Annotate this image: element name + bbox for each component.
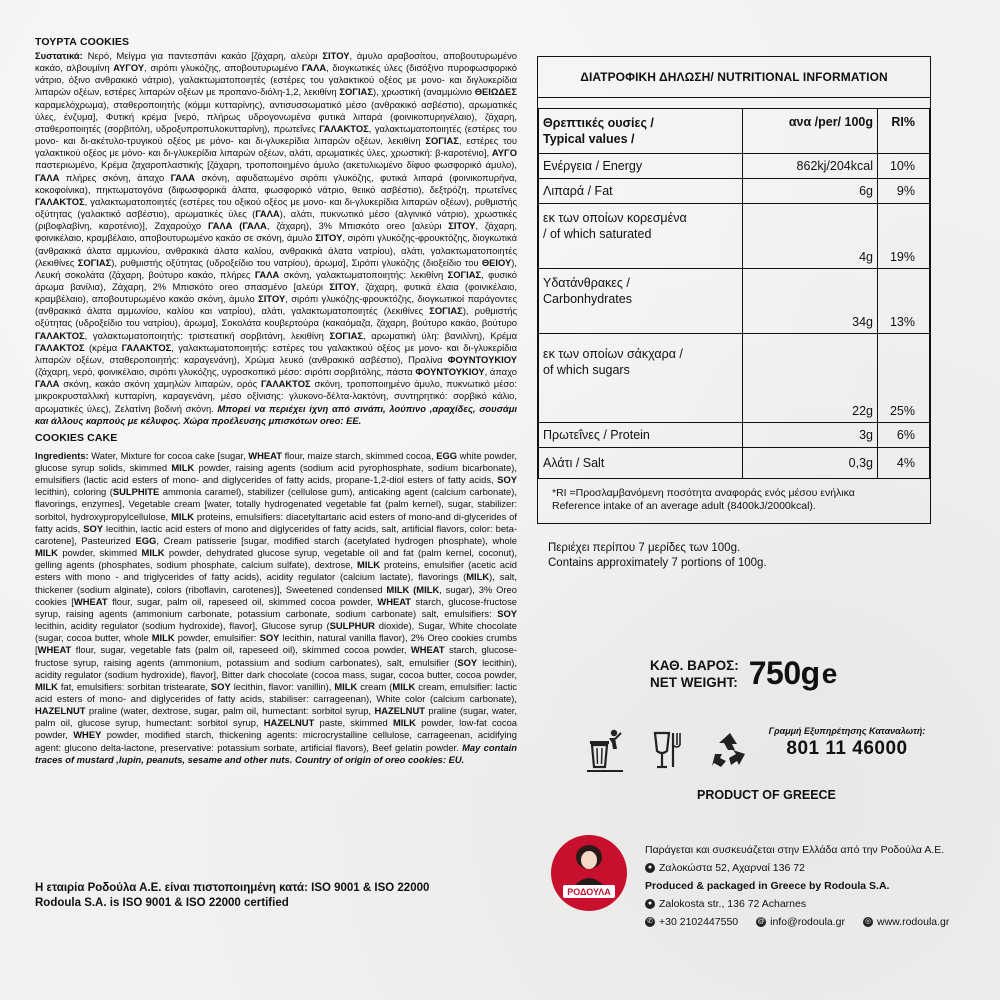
greek-ingredient-text-run: πλήρες σκόνη, άπαχο [59,171,171,183]
greek-ingredient-text-run: ΓΑΛΑ [254,268,280,280]
greek-ingredient-text-run: Συστατικά: [35,50,83,61]
nutrition-footnote: *RI =Προσλαμβανόμενη ποσότητα αναφοράς ενός μέσου ενήλικα Reference intake of an average adult (8400kJ/2000kcal). [552,487,855,512]
english-ingredient-text-run: HAZELNUT [35,705,86,717]
greek-ingredient-text-run: ΦΟΥΝΤΟΥΚΙΟΥ [415,366,485,378]
net-weight-label-english: NET WEIGHT: [650,674,738,690]
english-ingredient-text-run: MILK (MILK [386,583,440,595]
greek-ingredient-text-run: , σιρόπι γλυκόζης-φρουκτόζης, διογκωτικά (ανθρακικά άλατα αμμωνίου, ανθρακικά άλατα καλίου, ανθρακικά άλατα νατρίου), αλάτι, γαλακτωματοποιητές (λεκιθίνες [35,232,517,268]
english-ingredient-text-run: EGG [135,534,157,546]
greek-ingredients [35,50,517,427]
english-ingredient-text-run: MILK [151,632,175,644]
greek-ingredient-text-run: , γαλακτωματοποιητής: εστέρες του γαλακτικού οξέος με μονο- και δι-γλυκερίδια λιπαρών οξέων, σταθεροποιητής: καραγενάνη), Χρώμα λευκό (ανθρακικό ασβέστιο), Πραλίνα [35,341,517,365]
header-ri: RI% [878,109,930,154]
english-ingredient-text-run: MILK [171,462,195,473]
customer-hotline [762,726,932,760]
hotline-number: 801 11 46000 [786,738,908,759]
english-ingredient-text-run: WHEAT [248,449,282,461]
greek-ingredient-text-run: (κρέμα [84,341,122,353]
greek-ingredient-text-run: , ζάχαρη), 3% Μπισκότο oreo [αλεύρι [266,220,449,232]
nutrition-table [538,108,930,479]
net-weight [650,655,837,692]
greek-ingredient-text-run: ΣΟΓΙΑΣ [339,86,373,98]
english-ingredient-text-run: WHEAT [410,644,445,656]
english-ingredient-text-run: SOY [83,522,104,534]
greek-ingredient-text-run: , γαλακτωματοποιητές (εστέρες του μονο- και δι-ακέτυλο-τρυγικού οξέος με μόνο- και δι-γλυκερίδια λιπαρών οξέων, λεκιθίνη [35,122,517,147]
greek-ingredient-text-run: ), αλάτι, πυκνωτικό μέσο (αλγινικό νάτριο), χρωστικές (ριβοφλαβίνη, καροτένιο)], Ζαχαρούχο [35,208,518,232]
english-ingredient-text-run: MILK [466,571,490,583]
english-ingredient-text-run: dioxide), Sugar, White chocolate (sugar, cocoa butter, whole [35,620,517,644]
nutrition-panel [537,56,931,524]
english-ingredient-text-run: cream, emulsifier: lactic acid esters of mono- and diglycerides of fatty acids, stabiliser: carrageenan), White color (calcium carbonate), [35,680,517,704]
greek-ingredient-text-run: , άμυλο αραβοσίτου, αποβουτυρωμένο κακάο, αλβουμίνη [35,50,517,74]
greek-ingredient-text-run: ΓΑΛΑΚΤΟΣ [319,122,369,134]
certification-greek: Η εταιρία Ροδούλα Α.Ε. είναι πιστοποιημένη κατά: ISO 9001 & ISO 22000 [35,882,430,894]
english-ingredient-text-run: , sugar), 3% Oreo cookies [ [35,583,517,607]
nutrition-title: ΔΙΑΤΡΟΦΙΚΗ ΔΗΛΩΣΗ/ NUTRITIONAL INFORMATION [538,57,930,98]
english-ingredient-text-run: lecithin, acidity regulator (sodium hydroxide), flavor], Glucose syrup ( [35,620,330,632]
greek-ingredient-text-run: ΣΟΓΙΑΣ [429,305,463,317]
english-ingredient-text-run: SOY [259,632,280,644]
greek-ingredient-text-run: ΣΟΓΙΑΣ [329,329,364,341]
header-label-greek: Θρεπτικές ουσίες / [543,116,654,130]
greek-ingredient-text-run: ΓΑΛΑ [255,208,280,220]
english-ingredient-text-run: Water, Mixture for cocoa cake [sugar, [88,449,249,461]
english-ingredient-text-run: WHEAT [37,644,72,656]
english-ingredient-text-run: proteins, emulsifiers: diacetyltartaric acid esters of mono-and di-glycerides of fatty acids, [35,510,518,534]
english-ingredient-text-run: starch, glucose-fructose syrup, raising agents (ammonium carbonate, potassium carbonate, sodium carbonate) salt, emulsifiers: [35,595,517,619]
english-ingredient-text-run: ammonia caramel), stabilizer (cellulose gum), anticaking agent (calcium carbonate), flavorings, enzymes], Vegetable cream [water, totally hydrogenated vegetable fat (palm kernel), sugar, stabilizer: sorbitol, hydroxypropylcellulose, [35,486,517,522]
nutrition-row-saturated: εκ των οποίων κορεσμένα / of which saturated 4g 19% [539,204,930,269]
greek-ingredient-text-run: Μπορεί να περιέχει ίχνη από σινάπι, λούπινο ,αραχίδες, σουσάμι και άλλους καρπούς με κέλυφος. [35,402,517,426]
greek-ingredient-text-run: , ζάχαρη, φυτικά έλαια (φοινικέλαιο, κραμβέλαιο), αποβουτυρωμένο κακάο σκόνη, άμυλο [35,280,517,305]
certification [35,881,517,911]
website[interactable]: www.rodoula.gr [877,916,950,928]
english-ingredient-text-run: praline (water, dextrose, sugar, palm oil, humectant: sorbitol syrup, [85,705,375,717]
greek-ingredient-text-run: ΣΙΤΟΥ [448,220,476,232]
nutrition-row-protein: Πρωτεΐνες / Protein 3g 6% [539,423,930,448]
portions-note: Περιέχει περίπου 7 μερίδες των 100g. Contains approximately 7 portions of 100g. [548,542,767,569]
nutrition-row-fat: Λιπαρά / Fat 6g 9% [539,179,930,204]
greek-ingredient-text-run: , γαλακτωματοποιητής: τριστεατική σορβιτάνη, λεκιθίνη [84,329,330,341]
english-ingredient-text-run: flour, maize starch, skimmed cocoa, [281,449,437,461]
greek-ingredient-text-run: ΓΑΛΑ [35,378,60,390]
nutrition-row-carbohydrates: Υδατάνθρακες / Carbonhydrates 34g 13% [539,269,930,334]
greek-ingredient-text-run: , σιρόπι γλυκόζης-φρουκτόζης, διογκωτικοί παράγοντες (ανθρακικά άλατα αμμωνίου, καλίου και νατρίου), αλάτι, γαλακτωματοποιητές (λεκιθίνες [35,293,517,317]
english-ingredient-text-run: SOY [457,656,478,668]
rodoula-logo [549,833,629,913]
english-ingredient-text-run: white powder, glucose syrup solids, skimmed [35,449,517,473]
greek-ingredient-text-run: ΦΟΥΝΤΟΥΚΙΟΥ [447,353,517,365]
location-icon: ● [645,899,655,909]
english-ingredient-text-run: proteins, emulsifier (acetic acid esters with mono - and triglycerides of fatty acids), acidity regulator (calcium lactate), flavorings ( [35,559,517,583]
net-weight-label-greek: ΚΑΘ. ΒΑΡΟΣ: [650,657,739,673]
greek-ingredient-text-run: , σιρόπι γλυκόζης, αποβουτυρωμένο [144,62,302,74]
greek-ingredient-text-run: ΣΙΤΟΥ [322,50,350,61]
greek-ingredient-text-run: σκόνη, τροποποιημένο άμυλο, πυκνωτικό μέσο: μικροκρυσταλλική κυτταρίνη, καραγενάνη, μέσο οξίνισης: γλυκονο-δέλτα-λακτόνη, συντηρητικό: σορβικό κάλιο, αρωματικές ύλες), Ζελατίνη βοδινή σκόνη. [35,378,517,414]
greek-ingredient-text-run: ΣΙΤΟΥ [315,232,343,244]
english-ingredients [35,450,517,766]
english-ingredient-text-run: SOY [210,680,231,692]
greek-ingredient-text-run: , αρωματική ύλη: βανιλίνη), Κρέμα [363,329,517,341]
english-ingredient-text-run: MILK [35,680,58,692]
nutrition-header-row [539,109,930,154]
email[interactable]: info@rodoula.gr [770,916,845,928]
english-ingredient-text-run: starch, glucose-fructose syrup, raising agents (ammonium, potassium and sodium carbonates), salt, emulsifier ( [35,644,517,668]
english-ingredient-text-run: paste, skimmed [314,717,393,729]
greek-ingredient-text-run: ΓΑΛΑΚΤΟΣ [35,341,85,353]
english-ingredient-text-run: powder, skimmed [57,547,142,559]
greek-ingredient-text-run: ΣΟΓΙΑΣ [77,256,112,268]
english-ingredient-text-run: WHEAT [73,595,108,607]
english-ingredient-text-run: May contain traces of mustard ,lupin, peanuts, sesame and other nuts. [35,741,518,765]
english-ingredient-text-run: MILK [357,559,380,571]
web-icon: ◎ [864,918,872,925]
english-ingredient-text-run: powder, emulsifier: [174,632,260,644]
english-ingredient-text-run: MILK [392,717,416,729]
greek-ingredient-text-run: ΓΑΛΑΚΤΟΣ [35,195,85,207]
greek-ingredient-text-run: ΓΑΛΑ [35,171,60,183]
phone-icon: ✆ [645,917,655,927]
english-ingredient-text-run: SULPHUR [329,620,375,632]
food-safe-icon [651,729,683,776]
certification-english: Rodoula S.A. is ISO 9001 & ISO 22000 certified [35,897,289,909]
english-ingredient-text-run: , Cream patisserie [sugar, modified starch (acetylated hydrogen phosphate), whole [156,534,517,546]
greek-ingredient-text-run: ), ρυθμιστής οξύτητας (υδροξείδιο του νατρίου), άρωμα], Σιρόπι γλυκόζης (διοξείδιο του [111,256,482,268]
greek-ingredient-text-run: ΣΟΓΙΑΣ [425,135,459,147]
english-ingredient-text-run: lecithin), coloring ( [35,486,113,498]
english-ingredient-text-run: SULPHITE [112,486,160,498]
greek-ingredient-text-run: ), ρυθμιστής οξύτητας (υδροξείδιο του νατρίου), άρωμα], Σοκολάτα κουβερτούρα (κακαόμαζα, ζάχαρη, βούτυρο κακάο, βούτυρο [35,305,517,329]
greek-ingredient-text-run: ), Λευκή σοκολάτα (ζάχαρη, βούτυρο κακάο, πλήρες [35,256,517,280]
greek-ingredient-text-run: ΑΥΓΟΥ [113,62,145,74]
made-in-greek: Παράγεται και συσκευάζεται στην Ελλάδα από την Ροδούλα Α.Ε. [645,844,945,856]
english-ingredient-text-run: praline (sugar, water, palm oil, glucose syrup, humectant: sorbitol syrup, [35,705,517,729]
english-ingredient-text-run: powder, dehydrated glucose syrup, vegetable oil and fat (palm kernel, coconut), gelling agents (phosphates, sodium phosphate, calcium sulfate), dextrose, [35,547,517,571]
net-weight-value: 750g [748,655,820,691]
greek-ingredient-text-run: παστεριωμένο, Κρέμα ζαχαροπλαστικής [ζάχαρη, τροποποιημένο άμυλο (ακετυλιωμένο δίφυο φωσφορικό άμυλο), [35,159,517,171]
greek-ingredient-text-run: σκόνη, κακάο σκόνη χαμηλών λιπαρών, ορός [59,378,261,390]
greek-ingredient-text-run: ΓΑΛΑ (ΓΑΛΑ [208,220,267,232]
english-ingredient-text-run: lecithin, natural vanilla flavor), 2% Oreo cookies crumbs [ [35,632,517,656]
greek-ingredient-text-run: σκόνη, γαλακτωματοποιητής: λεκιθίνη [279,268,448,280]
nutrition-row-sugars: εκ των οποίων σάκχαρα / of which sugars 22g 25% [539,334,930,423]
greek-ingredient-text-run: , ζάχαρη, φοινικέλαιο, κραμβέλαιο, αποβουτυρωμένο κακάο σε σκόνη, άμυλο [35,220,518,244]
english-ingredient-text-run: WHEAT [377,595,412,607]
english-ingredient-text-run: lecithin, lactic acid esters of mono and diglycerides of fatty acids, salt, artificial flavors, color: beta-carotene], Pasteurized [35,522,517,546]
greek-ingredient-text-run: , γαλακτωματοποιητές (εστέρες του οξικού οξέος με μονο- και δι-γλυκερίδια λιπαρών οξέων), ρυθμιστής οξύτητας (γαλακτικό ασβέστιο), αρωματικές ύλες ( [35,195,517,220]
greek-ingredient-text-run: Νερό, Μείγμα για παντεσπάνι κακάο [ζάχαρη, αλεύρι [82,50,323,61]
greek-ingredient-text-run: ΘΕΙΩΔΕΣ [474,86,517,98]
nutrition-row-energy: Ενέργεια / Energy 862kj/204kcal 10% [539,154,930,179]
greek-ingredient-text-run: σκόνη, αφυδατωμένο σιρόπι γλυκόζης, φυτικά λιπαρά (φοινικοπυρήνα, κοκοφοίνικα), πηκτωματογόνα (διφωσφορικά άλατα, φωσφορικό νάτριο, θειικό ασβέστιο), δεξτρόζη, πρωτεΐνες [35,171,517,195]
estimate-mark: e [821,657,838,689]
english-ingredient-text-run: powder, raising agents (sodium acid pyrophosphate, sodium bicarbonate), emulsifiers (lactic acid esters of mono- and diglycerides of fatty acids, propane-1,2-diol esters of fatty acids, [35,462,517,486]
bin-icon [585,727,625,778]
header-label-english: Typical values / [543,132,635,146]
greek-ingredient-text-run: ΘΕΙΟΥ [481,256,512,268]
logo-text: ΡΟΔΟΥΛΑ [567,887,611,897]
english-ingredient-text-run: SOY [497,607,517,619]
english-ingredient-text-run: powder, low-fat cocoa powder, [35,717,518,741]
greek-product-title: ΤΟΥΡΤΑ COOKIES [35,36,130,48]
greek-ingredient-text-run: ΓΑΛΑ [170,171,196,183]
greek-ingredient-text-run: ΓΑΛΑΚΤΟΣ [121,341,172,353]
english-ingredient-text-run: HAZELNUT [263,717,315,729]
phone[interactable]: +30 2102447550 [659,916,739,928]
english-ingredient-text-run: MILK [334,680,358,692]
ingredients-column [35,36,517,766]
greek-ingredient-text-run: ΓΑΛΑΚΤΟΣ [35,329,85,341]
greek-ingredient-text-run: ΣΟΓΙΑΣ [447,268,482,280]
english-ingredient-text-run: WHEY [73,729,102,741]
english-ingredient-text-run: Ingredients: [35,449,89,461]
english-ingredient-text-run: MILK [35,547,58,559]
greek-ingredient-text-run: (ζάχαρη, νερό, φοινικέλαιο, σιρόπι γλυκόζης, υγροσκοπικό μέσο: σιρόπι σορβιτόλης, πάστα [35,366,416,378]
greek-ingredient-text-run: ΓΑΛΑ [301,62,327,74]
address-greek: Ζαλοκώστα 52, Αχαρναί 136 72 [659,862,805,874]
greek-ingredient-text-run: ), χρωστική (αναμμώνιο [372,86,475,98]
recycle-icon [709,730,751,775]
english-product-title: COOKIES CAKE [35,431,118,444]
address-english: Zalokosta str., 136 72 Acharnes [659,898,807,910]
greek-ingredient-text-run: ΓΑΛΑΚΤΟΣ [261,378,311,390]
english-ingredient-text-run: MILK [141,547,165,559]
greek-ingredient-text-run: Χώρα προέλευσης μπισκότων oreo: ΕΕ. [180,414,362,426]
greek-ingredient-text-run: , άπαχο [484,366,517,378]
english-ingredient-text-run: powder, modified starch, thickening agents: microcrystalline cellulose, carrageenan, acidifying agent: glucono delta-lactone, preservative: potassium sorbate, artificial flavors), Beef gelatin powder. [35,729,517,753]
greek-ingredient-text-run: , φυσικό άρωμα βανίλια), Ζάχαρη, 2% Μπισκότο oreo σπασμένο [αλεύρι [35,268,518,292]
greek-ingredient-text-run: ΣΙΤΟΥ [329,280,357,292]
english-ingredient-text-run: flour, sugar, vegetable fats (palm oil, rapeseed oil), skimmed cocoa powder, [71,644,411,656]
header-per-100g: ανα /per/ 100g [743,109,878,154]
location-icon: ● [645,863,655,873]
english-ingredient-text-run: lecithin, flavor: vanillin), [230,680,335,692]
english-ingredient-text-run: MILK [171,510,194,522]
english-ingredient-text-run: EGG [436,449,458,461]
english-ingredient-text-run: HAZELNUT [374,705,425,717]
english-ingredient-text-run: fat, emulsifiers: sorbitan tristearate, [57,680,211,692]
english-ingredient-text-run: lecithin), acidity regulator (sodium hydroxide), flavor], Bitter dark chocolate (cocoa mass, sugar, cocoa butter, cocoa powder, [35,656,517,680]
nutrition-row-salt: Αλάτι / Salt 0,3g 4% [539,448,930,479]
english-ingredient-text-run: ), salt, thickener (sodium alginate), colors (riboflavin, carotenes)], Sweetened condensed [35,571,517,595]
hotline-label: Γραμμή Εξυπηρέτησης Καταναλωτή: [768,726,926,736]
greek-ingredient-text-run: ΣΙΤΟΥ [258,293,286,305]
greek-ingredient-text-run: καραμελόχρωμα), σταθεροποιητής (κόμμι κυτταρίνης), αντισυσσωματικό μέσο (ανθρακικό ασβέστιο), αρωματικές ύλες, ένζυμα], Φυτική κρέμα [νερό, πλήρως υδρογονωμένα φυτικά λιπαρά (φοινικοπυρηνέλαιο), ζάχαρη, σταθεροποιητές (σορβιτόλη, υδροξυπροπυλοκυτταρίνη), πρωτεΐνες [35,98,517,134]
english-ingredient-text-run: cream ( [357,680,393,692]
email-icon: @ [757,918,765,925]
greek-ingredient-text-run: ΑΥΓΟ [491,147,517,159]
made-in-english: Produced & packaged in Greece by Rodoula S.A. [645,880,890,892]
greek-ingredient-text-run: , εστέρες του γαλακτικού οξέος με μόνο- και δι-γλυκερίδια λιπαρών οξέων, αλάτι, αρωματικές ύλες, χρωστική: β-καροτένιο], [35,135,517,159]
disposal-icons [585,727,751,778]
english-ingredient-text-run: MILK [392,680,416,692]
greek-ingredient-text-run: , διογκωτικές ύλες (δισόξινο πυροφωσφορικό νάτριο, όξινο ανθρακικό νάτριο), γαλακτωματοποιητές (εστέρες του γαλακτικού οξέος με μονο- και διγλυκερίδια λιπαρών οξέων, εστέρες λιπαρών οξέων με προπανο-διόλη-1,2, λεκιθίνη [35,62,517,98]
company-info [645,841,985,931]
english-ingredient-text-run: flour, sugar, palm oil, rapeseed oil, skimmed cocoa powder, [107,595,378,607]
english-ingredient-text-run: Country of origin of oreo cookies: EU. [292,753,465,765]
product-origin: PRODUCT OF GREECE [697,788,836,802]
english-ingredient-text-run: SOY [497,474,517,486]
